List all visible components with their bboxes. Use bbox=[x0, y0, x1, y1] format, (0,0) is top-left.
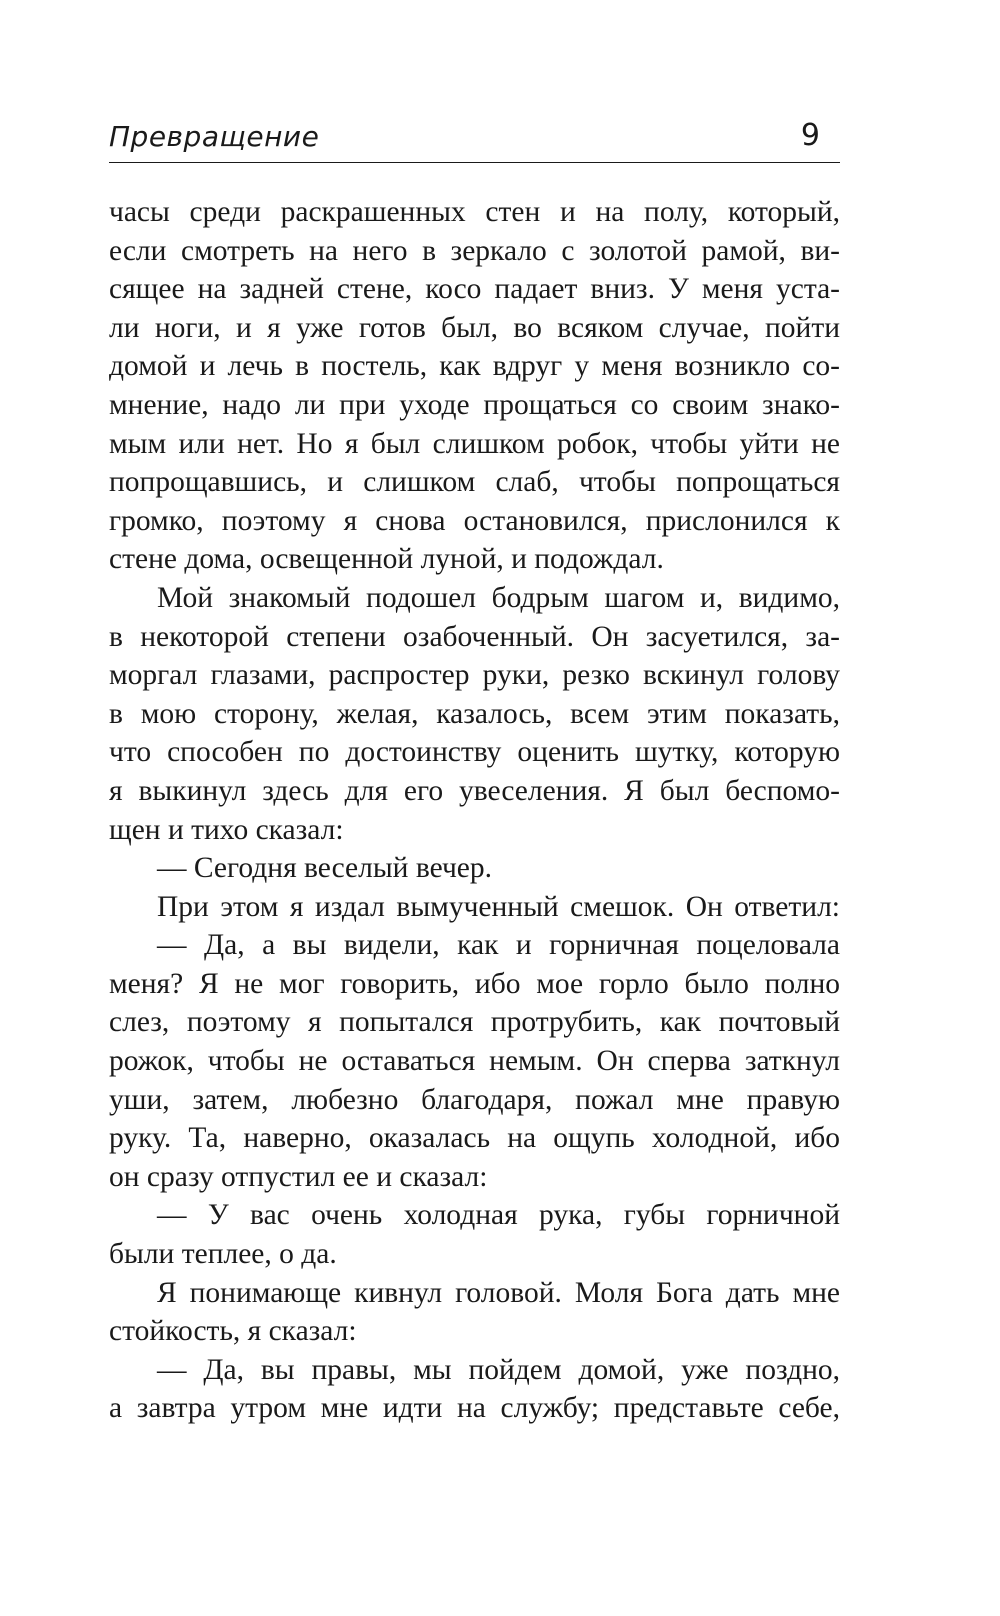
text-line: Мой знакомый подошел бодрым шагом и, видимо, bbox=[157, 581, 840, 614]
text-line: моргал глазами, распростер руки, резко вскинул голову bbox=[109, 659, 840, 692]
text-line: я выкинул здесь для его увеселения. Я был беспомо- bbox=[109, 774, 840, 807]
text-line: руку. Та, наверно, оказалась на ощупь холодной, ибо bbox=[109, 1122, 840, 1155]
text-line: в некоторой степени озабоченный. Он засуетился, за- bbox=[109, 620, 840, 653]
text-line: ли ноги, и я уже готов был, во всяком случае, пойти bbox=[109, 311, 840, 344]
body-text bbox=[109, 193, 840, 1428]
text-line: — Да, вы правы, мы пойдем домой, уже поздно, bbox=[157, 1353, 840, 1386]
text-line: мнение, надо ли при уходе прощаться со своим знако- bbox=[109, 388, 840, 421]
text-line: уши, затем, любезно благодаря, пожал мне правую bbox=[109, 1083, 840, 1116]
text-line: — Сегодня веселый вечер. bbox=[157, 852, 493, 885]
text-line: сящее на задней стене, косо падает вниз. У меня уста- bbox=[109, 273, 840, 306]
text-line: часы среди раскрашенных стен и на полу, который, bbox=[109, 196, 840, 228]
running-title: Превращение bbox=[109, 120, 320, 153]
text-line: мым или нет. Но я был слишком робок, чтобы уйти не bbox=[109, 427, 840, 460]
text-line: а завтра утром мне идти на службу; представьте себе, bbox=[109, 1392, 840, 1425]
page-number: 9 bbox=[800, 118, 820, 153]
text-line: — Да, а вы видели, как и горничная поцеловала bbox=[157, 929, 840, 962]
text-line: слез, поэтому я попытался протрубить, как почтовый bbox=[109, 1006, 840, 1039]
text-line: в мою сторону, желая, казалось, всем этим показать, bbox=[109, 697, 840, 730]
text-line: щен и тихо сказал: bbox=[109, 813, 344, 846]
text-line: стене дома, освещенной луной, и подождал. bbox=[109, 543, 664, 576]
text-line: громко, поэтому я снова остановился, прислонился к bbox=[109, 504, 840, 537]
text-line: — У вас очень холодная рука, губы горничной bbox=[157, 1199, 840, 1232]
text-line: что способен по достоинству оценить шутку, которую bbox=[109, 736, 840, 769]
running-header bbox=[109, 114, 840, 163]
text-line: стойкость, я сказал: bbox=[109, 1315, 357, 1348]
text-line: были теплее, о да. bbox=[109, 1238, 337, 1271]
text-line: домой и лечь в постель, как вдруг у меня возникло со- bbox=[109, 350, 840, 383]
text-line: меня? Я не мог говорить, ибо мое горло было полно bbox=[109, 967, 840, 1000]
text-line: попрощавшись, и слишком слаб, чтобы попрощаться bbox=[109, 466, 840, 499]
text-line: если смотреть на него в зеркало с золотой рамой, ви- bbox=[109, 234, 840, 267]
text-line: Я понимающе кивнул головой. Моля Бога дать мне bbox=[157, 1276, 840, 1309]
text-line: он сразу отпустил ее и сказал: bbox=[109, 1160, 488, 1193]
text-line: рожок, чтобы не оставаться немым. Он сперва заткнул bbox=[109, 1045, 840, 1078]
text-line: При этом я издал вымученный смешок. Он ответил: bbox=[157, 890, 840, 923]
